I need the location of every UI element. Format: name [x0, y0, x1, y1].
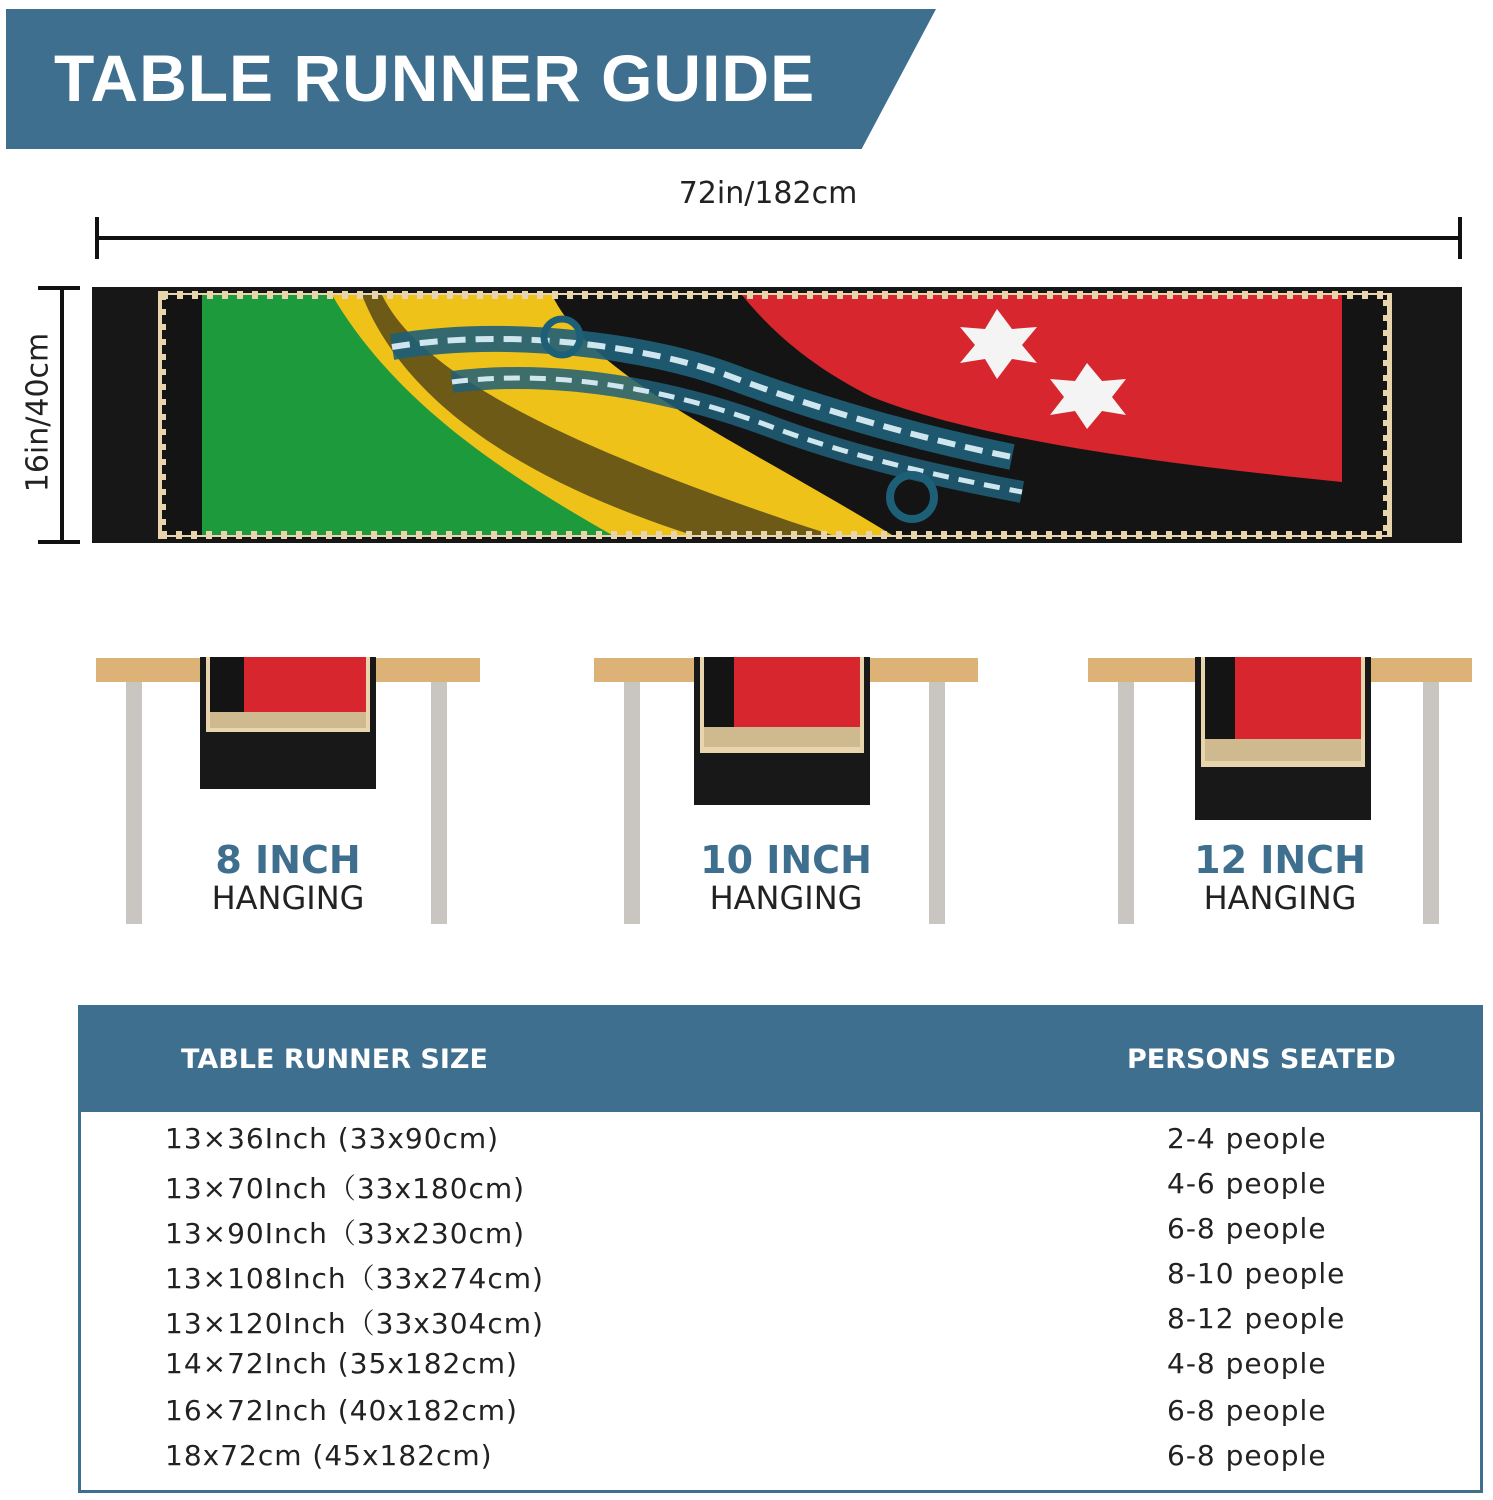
runner-end-artwork — [1195, 657, 1371, 820]
size-cell: 13×36Inch (33x90cm) — [165, 1122, 500, 1155]
size-cell: 13×90Inch（33x230cm) — [165, 1217, 526, 1250]
hanging-runner-end — [694, 657, 870, 805]
width-dimension-tick-right — [1458, 217, 1462, 259]
size-cell: 16×72Inch (40x182cm) — [165, 1394, 518, 1427]
hanging-option-8 — [96, 640, 496, 930]
hanging-runner-end — [200, 657, 376, 789]
table-row — [81, 1302, 1480, 1342]
persons-cell: 6-8 people — [1167, 1212, 1327, 1245]
persons-cell: 6-8 people — [1167, 1439, 1327, 1472]
height-dimension-label: 16in/40cm — [20, 332, 56, 493]
hanging-size-label: 12 INCH — [1194, 838, 1366, 882]
persons-cell: 4-8 people — [1167, 1347, 1327, 1380]
width-dimension-line — [97, 236, 1461, 240]
persons-cell: 8-10 people — [1167, 1257, 1346, 1290]
flag-artwork — [92, 287, 1462, 543]
size-cell: 18x72cm (45x182cm) — [165, 1439, 493, 1472]
hanging-size-label: 8 INCH — [215, 838, 361, 882]
height-dimension-tick-bottom — [38, 540, 80, 544]
table-row — [81, 1439, 1480, 1479]
column-header-size: TABLE RUNNER SIZE — [181, 1044, 488, 1075]
runner-end-artwork — [694, 657, 870, 805]
hanging-size-label: 10 INCH — [700, 838, 872, 882]
table-row — [81, 1122, 1480, 1162]
table-row — [81, 1347, 1480, 1387]
table-row — [81, 1167, 1480, 1207]
hanging-caption: HANGING — [211, 879, 365, 917]
persons-cell: 4-6 people — [1167, 1167, 1327, 1200]
persons-cell: 6-8 people — [1167, 1394, 1327, 1427]
page-title: TABLE RUNNER GUIDE — [54, 41, 816, 115]
size-cell: 14×72Inch (35x182cm) — [165, 1347, 518, 1380]
width-dimension-label: 72in/182cm — [678, 176, 858, 211]
table-row — [81, 1212, 1480, 1252]
hanging-caption: HANGING — [1203, 879, 1357, 917]
hanging-runner-end — [1195, 657, 1371, 820]
size-cell: 13×120Inch（33x304cm) — [165, 1307, 544, 1340]
column-header-persons: PERSONS SEATED — [1127, 1044, 1396, 1075]
table-runner-image — [92, 287, 1462, 543]
runner-end-artwork — [200, 657, 376, 789]
hanging-option-12 — [1088, 640, 1488, 930]
persons-cell: 2-4 people — [1167, 1122, 1327, 1155]
hanging-caption: HANGING — [709, 879, 863, 917]
height-dimension-tick-top — [38, 286, 80, 290]
persons-cell: 8-12 people — [1167, 1302, 1346, 1335]
width-dimension-tick-left — [95, 217, 99, 259]
size-table — [78, 1005, 1483, 1493]
hanging-option-10 — [594, 640, 994, 930]
table-row — [81, 1257, 1480, 1297]
height-dimension-line — [60, 288, 64, 542]
table-header — [81, 1008, 1480, 1112]
table-row — [81, 1394, 1480, 1434]
size-cell: 13×70Inch（33x180cm) — [165, 1172, 526, 1205]
size-cell: 13×108Inch（33x274cm) — [165, 1262, 544, 1295]
